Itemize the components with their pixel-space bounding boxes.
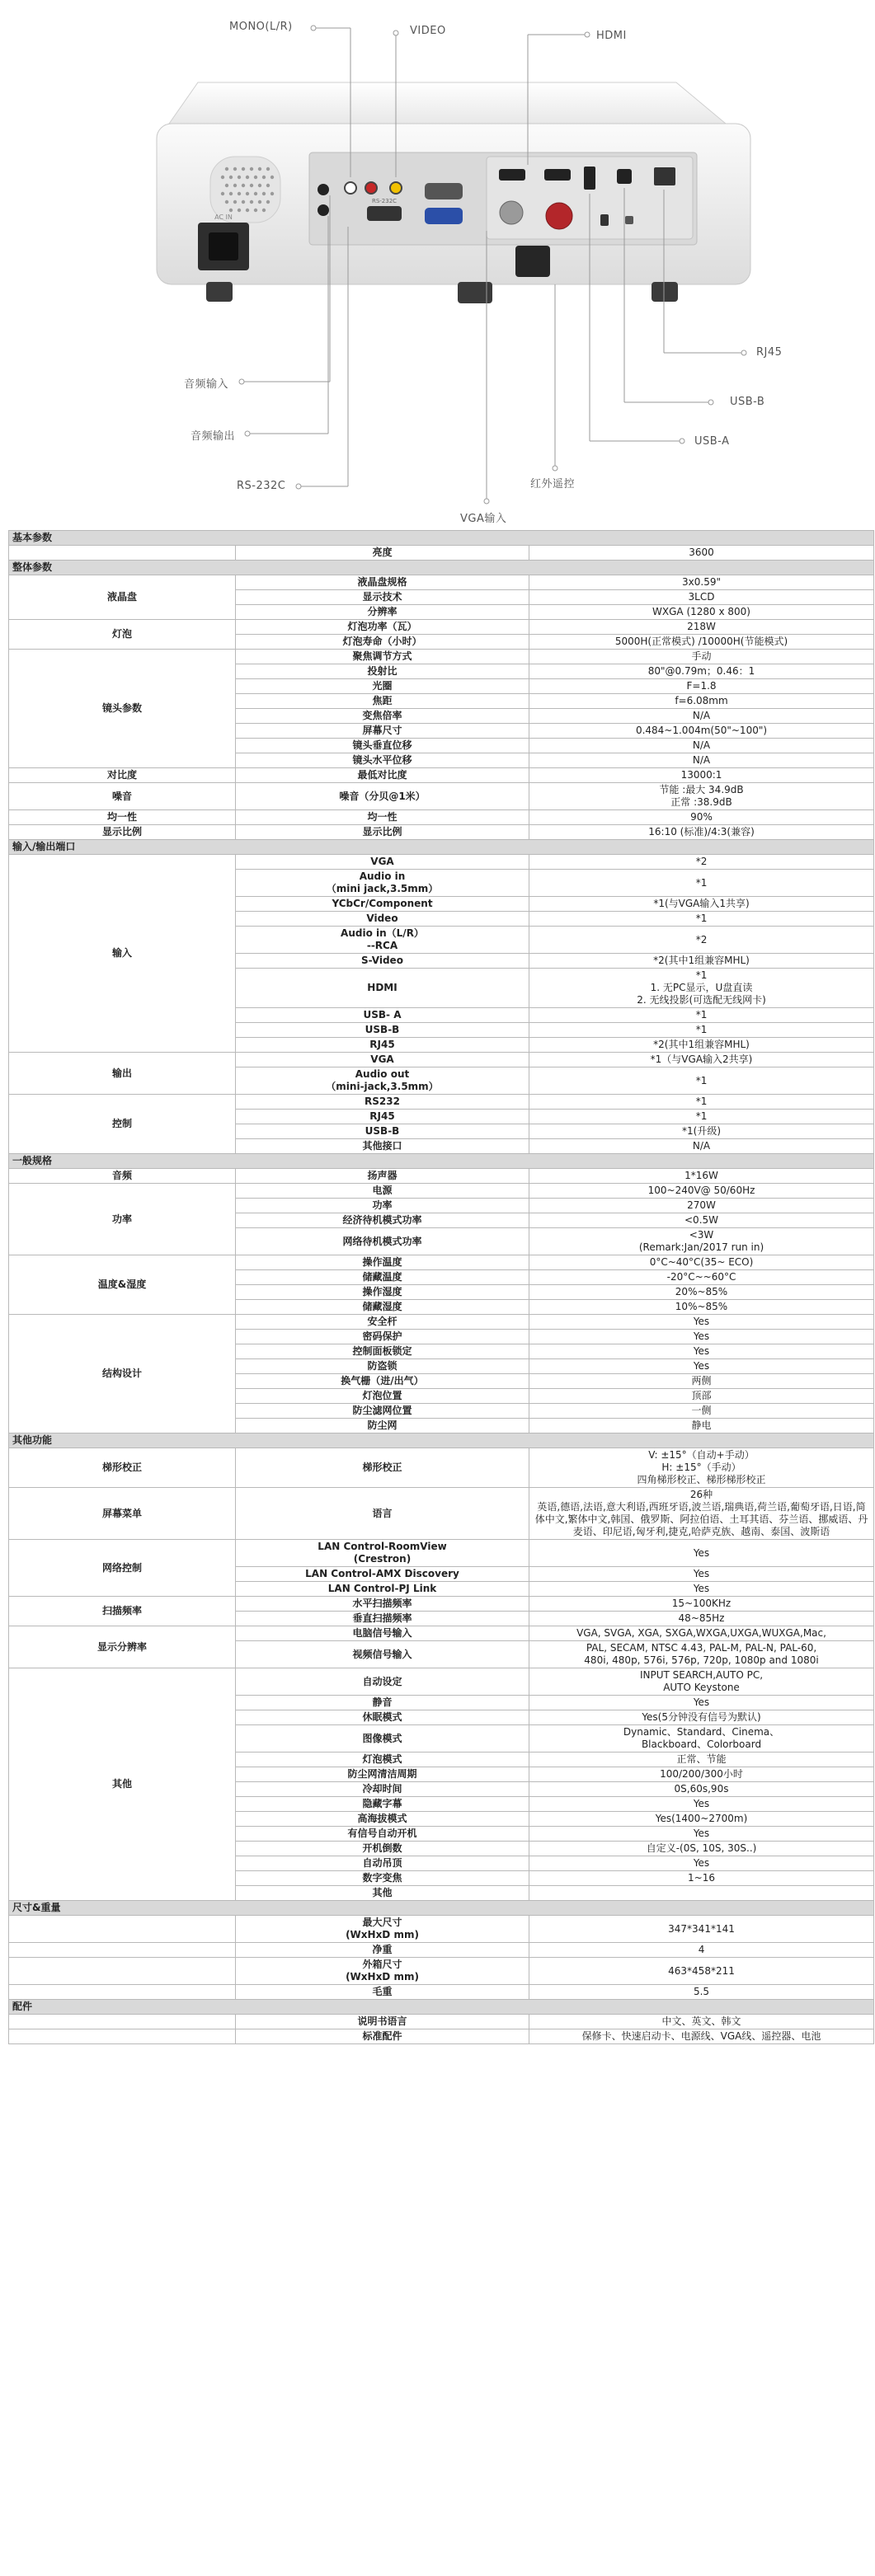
value-cell: 手动 — [529, 650, 874, 664]
value-cell: -20°C~~60°C — [529, 1270, 874, 1285]
value-cell: 4 — [529, 1943, 874, 1958]
label-vga: VGA输入 — [460, 513, 507, 525]
rs232-port-label: RS-232C — [371, 198, 398, 204]
item-cell: 语言 — [236, 1488, 529, 1540]
item-cell: LAN Control-PJ Link — [236, 1582, 529, 1597]
value-cell: Yes — [529, 1359, 874, 1374]
section-title: 其他功能 — [9, 1433, 874, 1448]
item-cell: 聚焦调节方式 — [236, 650, 529, 664]
table-row — [9, 1315, 874, 1330]
value-cell: 270W — [529, 1199, 874, 1213]
value-cell: 0.484~1.004m(50"~100") — [529, 724, 874, 739]
label-ir: 红外遥控 — [530, 478, 576, 490]
section-title: 基本参数 — [9, 531, 874, 546]
section-title: 配件 — [9, 2000, 874, 2015]
value-cell: Yes — [529, 1315, 874, 1330]
value-cell: *1(与VGA输入1共享) — [529, 897, 874, 912]
item-cell: 储藏温度 — [236, 1270, 529, 1285]
group-cell: 音频 — [9, 1169, 236, 1184]
value-cell: 0°C~40°C(35~ ECO) — [529, 1255, 874, 1270]
group-cell: 功率 — [9, 1184, 236, 1255]
table-row — [9, 855, 874, 870]
value-cell: 自定义-(0S, 10S, 30S..) — [529, 1842, 874, 1856]
table-row — [9, 1597, 874, 1612]
item-cell: USB-B — [236, 1124, 529, 1139]
usb-a-port — [584, 167, 595, 190]
value-cell: Yes — [529, 1827, 874, 1842]
item-cell: YCbCr/Component — [236, 897, 529, 912]
item-cell: 电源 — [236, 1184, 529, 1199]
item-cell: 防尘滤网位置 — [236, 1404, 529, 1419]
rs232-port — [367, 206, 402, 221]
item-cell: 镜头水平位移 — [236, 753, 529, 768]
value-cell: Yes — [529, 1582, 874, 1597]
item-cell: 操作湿度 — [236, 1285, 529, 1300]
table-row — [9, 650, 874, 664]
item-cell: 均一性 — [236, 810, 529, 825]
value-cell: VGA, SVGA, XGA, SXGA,WXGA,UXGA,WUXGA,Mac, — [529, 1626, 874, 1641]
value-cell: N/A — [529, 753, 874, 768]
group-cell: 均一性 — [9, 810, 236, 825]
label-hdmi: HDMI — [596, 30, 627, 42]
value-cell: 顶部 — [529, 1389, 874, 1404]
item-cell: VGA — [236, 855, 529, 870]
value-cell: 10%~85% — [529, 1300, 874, 1315]
ir-sensor — [500, 201, 523, 224]
value-cell: Yes(1400~2700m) — [529, 1812, 874, 1827]
item-cell: RS232 — [236, 1095, 529, 1110]
hdmi-port-2 — [544, 169, 571, 181]
item-cell: VGA — [236, 1053, 529, 1067]
item-cell: 防尘网 — [236, 1419, 529, 1433]
table-row — [9, 1668, 874, 1696]
item-cell: LAN Control-RoomView (Crestron) — [236, 1540, 529, 1567]
value-cell: 20%~85% — [529, 1285, 874, 1300]
cable-block — [515, 246, 550, 277]
group-cell — [9, 1985, 236, 2000]
value-cell: 100~240V@ 50/60Hz — [529, 1184, 874, 1199]
table-row — [9, 1985, 874, 2000]
table-row — [9, 1095, 874, 1110]
value-cell: 5.5 — [529, 1985, 874, 2000]
item-cell: 有信号自动开机 — [236, 1827, 529, 1842]
value-cell: *1 — [529, 1095, 874, 1110]
item-cell: 功率 — [236, 1199, 529, 1213]
group-cell: 显示分辨率 — [9, 1626, 236, 1668]
table-row — [9, 768, 874, 783]
group-cell: 控制 — [9, 1095, 236, 1154]
item-cell: 焦距 — [236, 694, 529, 709]
item-cell: 视频信号输入 — [236, 1641, 529, 1668]
value-cell: 中文、英文、韩文 — [529, 2015, 874, 2029]
value-cell: *1(升级) — [529, 1124, 874, 1139]
group-cell — [9, 2029, 236, 2044]
value-cell: *2(其中1组兼容MHL) — [529, 1038, 874, 1053]
vga-port-2 — [425, 208, 463, 224]
item-cell: 噪音（分贝@1米） — [236, 783, 529, 810]
section-title: 一般规格 — [9, 1154, 874, 1169]
value-cell: 静电 — [529, 1419, 874, 1433]
item-cell: HDMI — [236, 969, 529, 1008]
item-cell: 休眠模式 — [236, 1710, 529, 1725]
value-cell: 1~16 — [529, 1871, 874, 1886]
item-cell: 防尘网清洁周期 — [236, 1767, 529, 1782]
table-row — [9, 1540, 874, 1567]
label-rj45: RJ45 — [756, 346, 783, 359]
item-cell: 灯泡寿命（小时） — [236, 635, 529, 650]
label-mono: MONO(L/R) — [229, 21, 293, 33]
group-cell — [9, 1916, 236, 1943]
value-cell: 0S,60s,90s — [529, 1782, 874, 1797]
table-row — [9, 1184, 874, 1199]
group-cell: 灯泡 — [9, 620, 236, 650]
value-cell: Yes — [529, 1540, 874, 1567]
item-cell: 自动吊顶 — [236, 1856, 529, 1871]
section-header — [9, 1154, 874, 1169]
section-title: 整体参数 — [9, 561, 874, 575]
hdmi-port-1 — [499, 169, 525, 181]
table-row — [9, 2029, 874, 2044]
spec-table — [8, 530, 874, 2044]
power-indicator — [546, 203, 572, 229]
item-cell: 屏幕尺寸 — [236, 724, 529, 739]
table-row — [9, 1169, 874, 1184]
table-row — [9, 1255, 874, 1270]
rca-right-jack — [365, 182, 377, 194]
table-row — [9, 810, 874, 825]
item-cell: 储藏湿度 — [236, 1300, 529, 1315]
item-cell: 净重 — [236, 1943, 529, 1958]
rca-left-jack — [345, 182, 356, 194]
group-cell: 对比度 — [9, 768, 236, 783]
table-row — [9, 575, 874, 590]
audio-in-jack — [318, 184, 329, 195]
item-cell: 静音 — [236, 1696, 529, 1710]
item-cell: 换气栅（进/出气） — [236, 1374, 529, 1389]
table-row — [9, 1943, 874, 1958]
item-cell: LAN Control-AMX Discovery — [236, 1567, 529, 1582]
value-cell: 正常、节能 — [529, 1753, 874, 1767]
foot — [206, 282, 233, 302]
audio-out-jack — [318, 204, 329, 216]
value-cell: f=6.08mm — [529, 694, 874, 709]
item-cell: 网络待机模式功率 — [236, 1228, 529, 1255]
group-cell: 噪音 — [9, 783, 236, 810]
value-cell: Yes — [529, 1344, 874, 1359]
group-cell: 网络控制 — [9, 1540, 236, 1597]
item-cell: S-Video — [236, 954, 529, 969]
group-cell: 输出 — [9, 1053, 236, 1095]
value-cell: 90% — [529, 810, 874, 825]
item-cell: Video — [236, 912, 529, 927]
item-cell: 标准配件 — [236, 2029, 529, 2044]
section-title: 尺寸&重量 — [9, 1901, 874, 1916]
item-cell: 图像模式 — [236, 1725, 529, 1753]
group-cell — [9, 546, 236, 561]
value-cell: 两侧 — [529, 1374, 874, 1389]
label-audio-in: 音频输入 — [184, 378, 229, 391]
label-rs232: RS-232C — [237, 480, 286, 492]
item-cell: 灯泡位置 — [236, 1389, 529, 1404]
item-cell: 最大尺寸 (WxHxD mm) — [236, 1916, 529, 1943]
usb-b-port — [617, 169, 632, 184]
item-cell: 变焦倍率 — [236, 709, 529, 724]
value-cell: *1 — [529, 1067, 874, 1095]
value-cell: Yes — [529, 1856, 874, 1871]
section-header — [9, 561, 874, 575]
item-cell: 说明书语言 — [236, 2015, 529, 2029]
value-cell: <3W (Remark:Jan/2017 run in) — [529, 1228, 874, 1255]
item-cell: 其他接口 — [236, 1139, 529, 1154]
item-cell: 数字变焦 — [236, 1871, 529, 1886]
item-cell: 控制面板锁定 — [236, 1344, 529, 1359]
value-cell: WXGA (1280 x 800) — [529, 605, 874, 620]
table-row — [9, 783, 874, 810]
value-cell: *1 — [529, 1023, 874, 1038]
item-cell: 液晶盘规格 — [236, 575, 529, 590]
item-cell: 外箱尺寸 (WxHxD mm) — [236, 1958, 529, 1985]
label-usb-a: USB-A — [694, 435, 730, 448]
value-cell: Yes(5分钟没有信号为默认) — [529, 1710, 874, 1725]
group-cell — [9, 2015, 236, 2029]
value-cell: F=1.8 — [529, 679, 874, 694]
value-cell: 5000H(正常模式) /10000H(节能模式) — [529, 635, 874, 650]
vent-grille — [210, 157, 280, 223]
table-row — [9, 1626, 874, 1641]
item-cell: 安全杆 — [236, 1315, 529, 1330]
projector-illustration — [0, 0, 875, 524]
table-row — [9, 1448, 874, 1488]
item-cell: USB-B — [236, 1023, 529, 1038]
item-cell: 开机倒数 — [236, 1842, 529, 1856]
item-cell: 防盗锁 — [236, 1359, 529, 1374]
item-cell: 水平扫描频率 — [236, 1597, 529, 1612]
item-cell: 经济待机模式功率 — [236, 1213, 529, 1228]
value-cell: 13000:1 — [529, 768, 874, 783]
item-cell: RJ45 — [236, 1110, 529, 1124]
value-cell: Yes — [529, 1797, 874, 1812]
item-cell: 投射比 — [236, 664, 529, 679]
group-cell: 输入 — [9, 855, 236, 1053]
video-jack — [390, 182, 402, 194]
value-cell: 一侧 — [529, 1404, 874, 1419]
item-cell: 隐藏字幕 — [236, 1797, 529, 1812]
item-cell: 冷却时间 — [236, 1782, 529, 1797]
item-cell: 毛重 — [236, 1985, 529, 2000]
item-cell: RJ45 — [236, 1038, 529, 1053]
item-cell: 显示技术 — [236, 590, 529, 605]
table-row — [9, 1958, 874, 1985]
ac-label: AC IN — [214, 213, 233, 221]
label-audio-out: 音频输出 — [191, 430, 236, 443]
value-cell: 463*458*211 — [529, 1958, 874, 1985]
item-cell: Audio out （mini-jack,3.5mm） — [236, 1067, 529, 1095]
value-cell: N/A — [529, 739, 874, 753]
value-cell: *2 — [529, 927, 874, 954]
item-cell: 亮度 — [236, 546, 529, 561]
value-cell: N/A — [529, 1139, 874, 1154]
item-cell: 其他 — [236, 1886, 529, 1901]
table-row — [9, 2015, 874, 2029]
group-cell: 镜头参数 — [9, 650, 236, 768]
item-cell: 光圈 — [236, 679, 529, 694]
table-row — [9, 825, 874, 840]
value-cell: <0.5W — [529, 1213, 874, 1228]
value-cell: *2(其中1组兼容MHL) — [529, 954, 874, 969]
item-cell: 梯形校正 — [236, 1448, 529, 1488]
group-cell — [9, 1958, 236, 1985]
section-header — [9, 1901, 874, 1916]
projector-port-diagram — [0, 0, 875, 524]
value-cell: 48~85Hz — [529, 1612, 874, 1626]
value-cell: 100/200/300小时 — [529, 1767, 874, 1782]
group-cell: 结构设计 — [9, 1315, 236, 1433]
value-cell: 218W — [529, 620, 874, 635]
value-cell: *1 — [529, 1008, 874, 1023]
group-cell — [9, 1943, 236, 1958]
item-cell: 扬声器 — [236, 1169, 529, 1184]
table-row — [9, 1916, 874, 1943]
value-cell: 16:10 (标准)/4:3(兼容) — [529, 825, 874, 840]
value-cell: 3x0.59" — [529, 575, 874, 590]
value-cell: Dynamic、Standard、Cinema、 Blackboard、Colorboard — [529, 1725, 874, 1753]
item-cell: 分辨率 — [236, 605, 529, 620]
item-cell: 操作温度 — [236, 1255, 529, 1270]
section-header — [9, 531, 874, 546]
value-cell: 1*16W — [529, 1169, 874, 1184]
value-cell: 347*341*141 — [529, 1916, 874, 1943]
lock-icon — [625, 216, 633, 224]
value-cell: Yes — [529, 1567, 874, 1582]
value-cell: 3600 — [529, 546, 874, 561]
value-cell — [529, 1886, 874, 1901]
value-cell: N/A — [529, 709, 874, 724]
value-cell: PAL, SECAM, NTSC 4.43, PAL-M, PAL-N, PAL-60, 480i, 480p, 576i, 576p, 720p, 1080p and 1080i — [529, 1641, 874, 1668]
value-cell: 80"@0.79m；0.46：1 — [529, 664, 874, 679]
value-cell: *2 — [529, 855, 874, 870]
item-cell: 密码保护 — [236, 1330, 529, 1344]
section-title: 输入/输出端口 — [9, 840, 874, 855]
value-cell: INPUT SEARCH,AUTO PC, AUTO Keystone — [529, 1668, 874, 1696]
section-header — [9, 840, 874, 855]
value-cell: Yes — [529, 1330, 874, 1344]
item-cell: 自动设定 — [236, 1668, 529, 1696]
value-cell: 保修卡、快速启动卡、电源线、VGA线、遥控器、电池 — [529, 2029, 874, 2044]
value-cell: 15~100KHz — [529, 1597, 874, 1612]
value-cell: *1（与VGA输入2共享) — [529, 1053, 874, 1067]
foot — [458, 282, 492, 303]
section-header — [9, 2000, 874, 2015]
value-cell: 26种 英语,德语,法语,意大利语,西班牙语,波兰语,瑞典语,荷兰语,葡萄牙语,日语,简体中文,繁体中文,韩国、俄罗斯、阿拉伯语、土耳其语、芬兰语、挪威语、丹麦语、印尼语,匈牙利,捷克,哈萨克族、越南、泰国、波斯语 — [529, 1488, 874, 1540]
value-cell: *1 1. 无PC显示，U盘直读 2. 无线投影(可选配无线网卡) — [529, 969, 874, 1008]
table-row — [9, 1488, 874, 1540]
group-cell: 扫描频率 — [9, 1597, 236, 1626]
table-row — [9, 620, 874, 635]
item-cell: 灯泡模式 — [236, 1753, 529, 1767]
item-cell: Audio in （mini jack,3.5mm） — [236, 870, 529, 897]
item-cell: 最低对比度 — [236, 768, 529, 783]
section-header — [9, 1433, 874, 1448]
item-cell: 电脑信号输入 — [236, 1626, 529, 1641]
value-cell: 3LCD — [529, 590, 874, 605]
lock-slot — [600, 214, 609, 226]
rj45-port — [654, 167, 675, 185]
value-cell: *1 — [529, 1110, 874, 1124]
foot — [652, 282, 678, 302]
label-usb-b: USB-B — [730, 396, 765, 408]
item-cell: 显示比例 — [236, 825, 529, 840]
group-cell: 梯形校正 — [9, 1448, 236, 1488]
value-cell: V: ±15°（自动+手动） H: ±15°（手动） 四角梯形校正、梯形梯形校正 — [529, 1448, 874, 1488]
group-cell: 温度&湿度 — [9, 1255, 236, 1315]
item-cell: USB- A — [236, 1008, 529, 1023]
item-cell: 高海拔模式 — [236, 1812, 529, 1827]
value-cell: *1 — [529, 912, 874, 927]
value-cell: *1 — [529, 870, 874, 897]
group-cell: 显示比例 — [9, 825, 236, 840]
group-cell: 液晶盘 — [9, 575, 236, 620]
table-row — [9, 546, 874, 561]
value-cell: 节能 :最大 34.9dB 正常 :38.9dB — [529, 783, 874, 810]
group-cell: 屏幕菜单 — [9, 1488, 236, 1540]
table-row — [9, 1053, 874, 1067]
item-cell: 灯泡功率（瓦） — [236, 620, 529, 635]
item-cell: 镜头垂直位移 — [236, 739, 529, 753]
item-cell: Audio in（L/R） --RCA — [236, 927, 529, 954]
item-cell: 垂直扫描频率 — [236, 1612, 529, 1626]
label-video: VIDEO — [410, 25, 446, 37]
group-cell: 其他 — [9, 1668, 236, 1901]
vga-port-1 — [425, 183, 463, 199]
value-cell: Yes — [529, 1696, 874, 1710]
